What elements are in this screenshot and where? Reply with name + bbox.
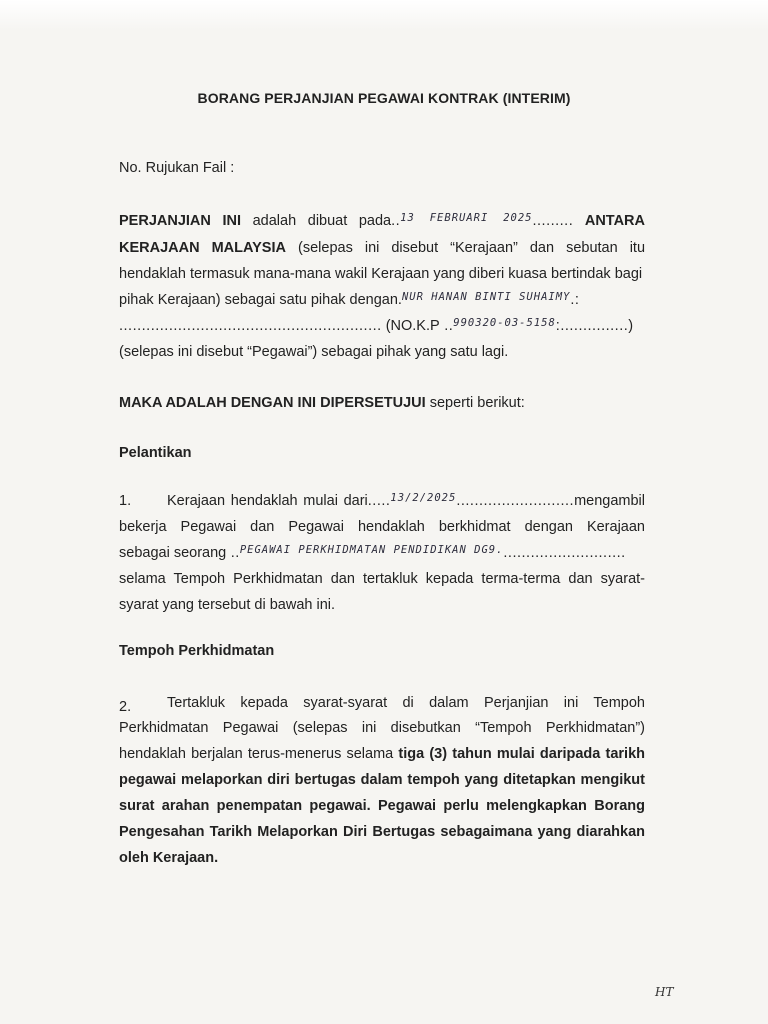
document-title: BORANG PERJANJIAN PEGAWAI KONTRAK (INTERIM) <box>197 90 571 106</box>
agreement-lead: PERJANJIAN INI <box>119 213 241 229</box>
section1-line-3: sebagai seorang ..$^{PEGAWAI PERKHIDMATAN PENDIDIKAN DG9.}$........................... <box>119 544 626 561</box>
section-heading-pelantikan: Pelantikan <box>119 445 192 461</box>
section2-line-5: surat arahan penempatan pegawai. Pegawai perlu melengkapkan Borang <box>119 798 645 814</box>
government-name: KERAJAAN MALAYSIA <box>119 240 286 256</box>
agreement-line-1: PERJANJIAN INI adalah dibuat pada..$^{13 FEBRUARI 2025}$......... ANTARA <box>119 212 645 229</box>
handwritten-name: NUR HANAN BINTI SUHAIMY <box>401 291 571 303</box>
agreement-line-2: KERAJAAN MALAYSIA (selepas ini disebut “Kerajaan” dan sebutan itu <box>119 240 646 256</box>
section-heading-tempoh: Tempoh Perkhidmatan <box>119 643 275 659</box>
section2-line-6: Pengesahan Tarikh Melaporkan Diri Bertugas sebagaimana yang diarahkan <box>119 824 645 840</box>
agreement-line-3: hendaklah termasuk mana-mana wakil Kerajaan yang diberi kuasa bertindak bagi <box>119 266 643 282</box>
agreement-between: ANTARA <box>584 213 645 229</box>
agreed-statement: MAKA ADALAH DENGAN INI DIPERSETUJUI seperti berikut: <box>119 395 525 411</box>
section1-line-1: Kerajaan hendaklah mulai dari.....$^{13/2/2025}$..........................mengambil <box>167 492 645 509</box>
section1-line-5: syarat yang tersebut di bawah ini. <box>119 597 336 613</box>
section2-line-1: Tertakluk kepada syarat-syarat di dalam Perjanjian ini Tempoh <box>167 695 645 711</box>
section2-line-7: oleh Kerajaan. <box>119 850 219 866</box>
agreement-line-6: (selepas ini disebut “Pegawai”) sebagai pihak yang satu lagi. <box>119 344 509 360</box>
ic-label: (NO.K.P <box>385 318 440 334</box>
section1-line-4: selama Tempoh Perkhidmatan dan tertakluk kepada terma-terma dan syarat- <box>119 571 645 587</box>
file-reference-label: No. Rujukan Fail : <box>119 160 235 176</box>
handwritten-position: PEGAWAI PERKHIDMATAN PENDIDIKAN DG9. <box>239 544 504 556</box>
agreement-line-5: .......................................................... (NO.K.P ..$^{990320-03-5158}$:...............) <box>119 317 634 334</box>
section1-number: 1. <box>119 493 132 509</box>
scan-edge <box>0 0 768 30</box>
handwritten-initials: HT <box>655 985 674 999</box>
handwritten-date: 13 FEBRUARI 2025 <box>400 212 533 224</box>
section1-line-2: bekerja Pegawai dan Pegawai hendaklah berkhidmat dengan Kerajaan <box>119 519 645 535</box>
section2-line-3: hendaklah berjalan terus-menerus selama tiga (3) tahun mulai daripada tarikh <box>119 746 645 762</box>
section2-line-2: Perkhidmatan Pegawai (selepas ini disebutkan “Tempoh Perkhidmatan”) <box>119 720 645 736</box>
agreement-line-4: pihak Kerajaan) sebagai satu pihak dengan.$^{NUR HANAN BINTI SUHAIMY}$.: <box>119 291 580 308</box>
section2-number: 2. <box>119 699 132 715</box>
section2-line-4: pegawai melaporkan diri bertugas dalam tempoh yang ditetapkan mengikut <box>119 772 645 788</box>
handwritten-start-date: 13/2/2025 <box>390 492 457 504</box>
agreement-text: adalah dibuat pada <box>252 213 392 229</box>
handwritten-ic-number: 990320-03-5158 <box>453 317 556 329</box>
